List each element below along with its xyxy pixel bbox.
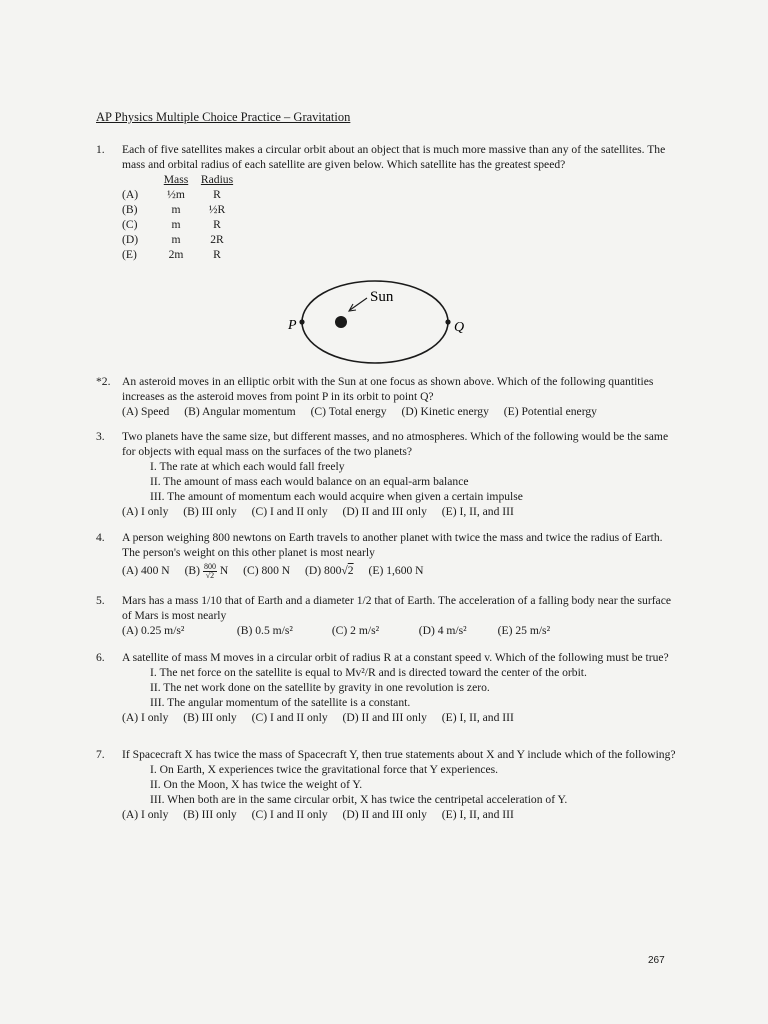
option-b: (B) 0.5 m/s² <box>236 624 293 637</box>
point-p-label: P <box>288 318 297 333</box>
question-number: 4. <box>96 531 105 544</box>
option-c: (C) 800 N <box>243 564 291 578</box>
question-number: *2. <box>96 375 111 388</box>
question-text: If Spacecraft X has twice the mass of Spacecraft Y, then true statements about X and Y include which of the following? <box>122 748 676 761</box>
option-d: (D) Kinetic energy <box>401 405 489 418</box>
table-row: (B) m ½R <box>122 203 226 216</box>
table-row: (C) m R <box>122 218 221 231</box>
option-e: (E) I, II, and III <box>441 711 514 724</box>
statement-3: III. The angular momentum of the satellite is a constant. <box>150 696 411 709</box>
option-e: (E) 1,600 N <box>368 564 424 578</box>
option-c: (C) I and II only <box>251 505 328 518</box>
question-text: Two planets have the same size, but different masses, and no atmospheres. Which of the following would be the same for objects with equal mass on the surfaces of the two planets? <box>122 430 669 458</box>
question-text: An asteroid moves in an elliptic orbit with the Sun at one focus as shown above. Which of the following quantities increases as the asteroid moves from point P in its orbit to point Q? <box>122 375 654 403</box>
statement-2: II. The amount of mass each would balance on an equal-arm balance <box>150 475 469 488</box>
option-b: (B) III only <box>183 808 237 821</box>
question-text: Each of five satellites makes a circular orbit about an object that is much more massive than any of the satellites. The mass and orbital radius of each satellite are given below. Which satellite has the greatest speed? <box>122 143 666 171</box>
question-number: 7. <box>96 748 105 761</box>
option-d: (D) II and III only <box>342 711 427 724</box>
question-text: A person weighing 800 newtons on Earth travels to another planet with twice the mass and twice the radius of Earth. The person's weight on this other planet is most nearly <box>122 531 663 559</box>
option-b: (B) $\frac{800}{√2}$ N <box>184 562 229 580</box>
table-row: (E) 2m R <box>122 248 221 261</box>
option-a: (A) I only <box>122 711 169 724</box>
point-q-marker <box>445 319 450 324</box>
option-e: (E) Potential energy <box>503 405 597 418</box>
statement-2: II. The net work done on the satellite by gravity in one revolution is zero. <box>150 681 490 694</box>
option-d: (D) II and III only <box>342 505 427 518</box>
option-d: (D) II and III only <box>342 808 427 821</box>
option-c: (C) Total energy <box>310 405 387 418</box>
sun-arrowhead <box>349 304 356 311</box>
header-radius: Radius <box>200 173 234 186</box>
table-row: (D) m 2R <box>122 233 224 246</box>
answer-options <box>122 563 682 580</box>
option-a: (A) 0.25 m/s² <box>122 624 185 637</box>
option-c: (C) I and II only <box>251 711 328 724</box>
option-e: (E) I, II, and III <box>441 505 514 518</box>
question-number: 3. <box>96 430 105 443</box>
option-c: (C) 2 m/s² <box>331 624 380 637</box>
answer-options <box>122 404 682 419</box>
page-number: 267 <box>648 955 665 966</box>
header-mass: Mass <box>163 173 189 186</box>
mass-radius-table <box>122 172 238 262</box>
option-a: (A) 400 N <box>122 564 170 578</box>
sun-label: Sun <box>370 289 394 305</box>
option-e: (E) I, II, and III <box>441 808 514 821</box>
point-p-marker <box>299 319 304 324</box>
question-number: 5. <box>96 594 105 607</box>
answer-options <box>122 623 682 638</box>
answer-options <box>122 807 682 822</box>
statement-3: III. The amount of momentum each would acquire when given a certain impulse <box>150 490 523 503</box>
question-number: 6. <box>96 651 105 664</box>
table-row: (A) ½m R <box>122 188 221 201</box>
point-q-label: Q <box>454 320 465 335</box>
statement-3: III. When both are in the same circular orbit, X has twice the centripetal acceleration of Y. <box>150 793 568 806</box>
option-a: (A) Speed <box>122 405 170 418</box>
fraction: $\frac{800}{√2}$ <box>203 562 216 580</box>
sun-dot <box>335 316 347 328</box>
statement-1: I. The rate at which each would fall freely <box>150 460 345 473</box>
orbit-diagram <box>280 275 480 375</box>
answer-options <box>122 710 682 725</box>
option-c: (C) I and II only <box>251 808 328 821</box>
option-a: (A) I only <box>122 808 169 821</box>
question-text: Mars has a mass 1/10 that of Earth and a diameter 1/2 that of Earth. The acceleration of a falling body near the surface of Mars is most nearly <box>122 594 671 622</box>
statement-1: I. The net force on the satellite is equal to Mv²/R and is directed toward the center of the orbit. <box>150 666 587 679</box>
option-a: (A) I only <box>122 505 169 518</box>
statement-1: I. On Earth, X experiences twice the gravitational force that Y experiences. <box>150 763 499 776</box>
option-e: (E) 25 m/s² <box>497 624 551 637</box>
statement-2: II. On the Moon, X has twice the weight of Y. <box>150 778 363 791</box>
page-title: AP Physics Multiple Choice Practice – Gravitation <box>96 110 351 124</box>
option-b: (B) III only <box>183 711 237 724</box>
option-d: (D) 800√2 <box>305 564 354 578</box>
option-d: (D) 4 m/s² <box>418 624 467 637</box>
question-text: A satellite of mass M moves in a circular orbit of radius R at a constant speed v. Which of the following must be true? <box>122 651 669 664</box>
answer-options <box>122 504 682 519</box>
option-b: (B) III only <box>183 505 237 518</box>
option-b: (B) Angular momentum <box>184 405 296 418</box>
question-number: 1. <box>96 143 105 156</box>
